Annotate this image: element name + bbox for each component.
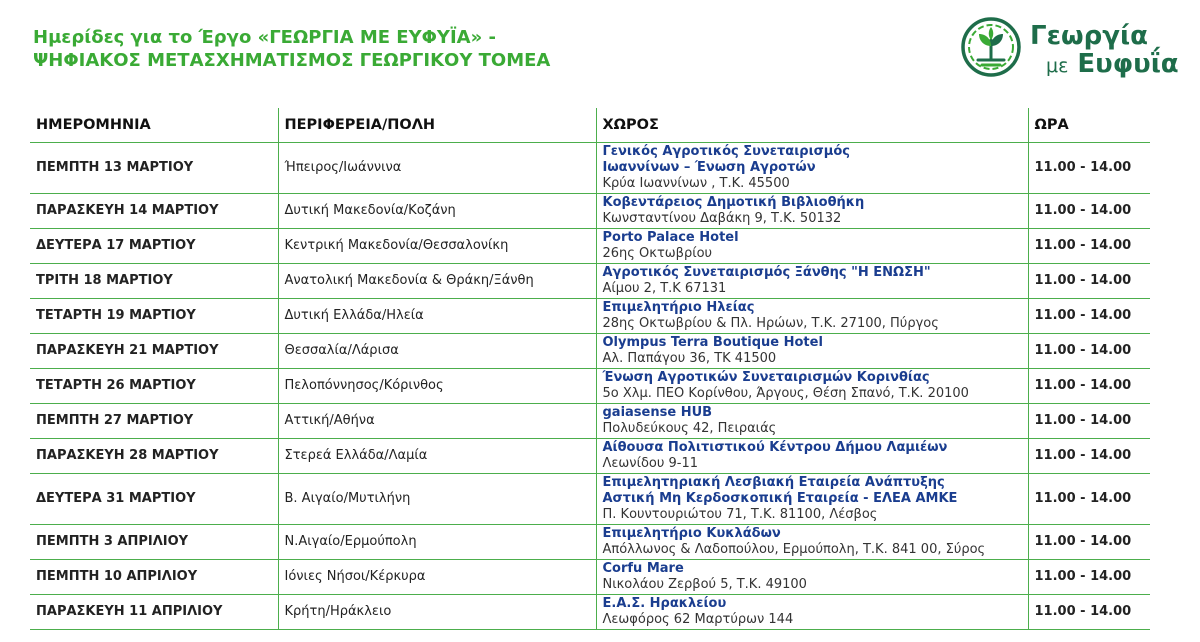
logo-wordmark <box>1030 22 1179 80</box>
cell-date: ΠΑΡΑΣΚΕΥΗ 11 ΑΠΡΙΛΙΟΥ <box>30 595 278 630</box>
cell-time: 11.00 - 14.00 <box>1028 525 1150 560</box>
table-row <box>30 299 1150 334</box>
table-row <box>30 525 1150 560</box>
cell-region: Ανατολική Μακεδονία & Θράκη/Ξάνθη <box>278 264 596 299</box>
cell-date: ΤΡΙΤΗ 18 ΜΑΡΤΙΟΥ <box>30 264 278 299</box>
cell-time: 11.00 - 14.00 <box>1028 334 1150 369</box>
venue-name: Κοβεντάρειος Δημοτική Βιβλιοθήκη <box>602 195 865 210</box>
cell-region: Πελοπόννησος/Κόρινθος <box>278 369 596 404</box>
venue-name: Ένωση Αγροτικών Συνεταιρισμών Κορινθίας <box>602 370 930 385</box>
cell-time: 11.00 - 14.00 <box>1028 299 1150 334</box>
venue-address: Λεωφόρος 62 Μαρτύρων 144 <box>602 612 794 627</box>
cell-date: ΠΕΜΠΤΗ 13 ΜΑΡΤΙΟΥ <box>30 143 278 194</box>
cell-region: Κεντρική Μακεδονία/Θεσσαλονίκη <box>278 229 596 264</box>
cell-time: 11.00 - 14.00 <box>1028 439 1150 474</box>
cell-region: Αττική/Αθήνα <box>278 404 596 439</box>
table-row <box>30 334 1150 369</box>
table-row <box>30 595 1150 630</box>
cell-time: 11.00 - 14.00 <box>1028 595 1150 630</box>
venue-name: Αγροτικός Συνεταιρισμός Ξάνθης "Η ΕΝΩΣΗ" <box>602 265 931 280</box>
cell-venue <box>596 299 1028 334</box>
table-row <box>30 143 1150 194</box>
venue-address: 28ης Οκτωβρίου & Πλ. Ηρώων, Τ.Κ. 27100, Πύργος <box>602 316 939 331</box>
cell-date: ΠΕΜΠΤΗ 10 ΑΠΡΙΛΙΟΥ <box>30 560 278 595</box>
cell-region: Δυτική Μακεδονία/Κοζάνη <box>278 194 596 229</box>
table-row <box>30 264 1150 299</box>
venue-name-2: Ιωαννίνων – Ένωση Αγροτών <box>602 160 816 175</box>
cell-venue <box>596 560 1028 595</box>
table-row <box>30 229 1150 264</box>
page-title <box>33 26 550 72</box>
venue-name: Επιμελητήριο Ηλείας <box>602 300 755 315</box>
cell-date: ΠΑΡΑΣΚΕΥΗ 14 ΜΑΡΤΙΟΥ <box>30 194 278 229</box>
venue-name: Αίθουσα Πολιτιστικού Κέντρου Δήμου Λαμιέων <box>602 440 948 455</box>
venue-address: Νικολάου Ζερβού 5, Τ.Κ. 49100 <box>602 577 807 592</box>
sprout-leaf-icon <box>960 16 1022 78</box>
schedule-table <box>30 108 1150 630</box>
cell-venue <box>596 474 1028 525</box>
venue-name: Γενικός Αγροτικός Συνεταιρισμός <box>602 144 850 159</box>
venue-address: 5ο Χλμ. ΠΕΟ Κορίνθου, Άργους, Θέση Σπανό, Τ.Κ. 20100 <box>602 386 969 401</box>
venue-name: Olympus Terra Boutique Hotel <box>602 335 823 350</box>
venue-name-2: Αστική Μη Κερδοσκοπική Εταιρεία - ΕΛΕΑ ΑΜΚΕ <box>602 491 958 506</box>
header-date: ΗΜΕΡΟΜΗΝΙΑ <box>30 108 278 143</box>
cell-date: ΤΕΤΑΡΤΗ 19 ΜΑΡΤΙΟΥ <box>30 299 278 334</box>
cell-date: ΠΑΡΑΣΚΕΥΗ 21 ΜΑΡΤΙΟΥ <box>30 334 278 369</box>
cell-time: 11.00 - 14.00 <box>1028 229 1150 264</box>
cell-region: Ήπειρος/Ιωάννινα <box>278 143 596 194</box>
cell-venue <box>596 525 1028 560</box>
cell-time: 11.00 - 14.00 <box>1028 560 1150 595</box>
cell-region: Β. Αιγαίο/Μυτιλήνη <box>278 474 596 525</box>
cell-date: ΔΕΥΤΕΡΑ 31 ΜΑΡΤΙΟΥ <box>30 474 278 525</box>
venue-address: Απόλλωνος & Λαδοπούλου, Ερμούπολη, Τ.Κ. 841 00, Σύρος <box>602 542 986 557</box>
cell-time: 11.00 - 14.00 <box>1028 194 1150 229</box>
logo-line-1: Γεωργία <box>1030 21 1148 51</box>
logo-line-2 <box>1030 50 1179 80</box>
table-body <box>30 143 1150 630</box>
table-row <box>30 474 1150 525</box>
cell-venue <box>596 334 1028 369</box>
cell-region: Κρήτη/Ηράκλειο <box>278 595 596 630</box>
logo-line-2-big: Ευφυΐα <box>1077 49 1179 79</box>
cell-venue <box>596 439 1028 474</box>
cell-time: 11.00 - 14.00 <box>1028 143 1150 194</box>
venue-name: Corfu Mare <box>602 561 684 576</box>
title-line-1: Ημερίδες για το Έργο «ΓΕΩΡΓΙΑ ΜΕ ΕΥΦΥΪΑ» - <box>33 27 496 48</box>
venue-address: Π. Κουντουριώτου 71, Τ.Κ. 81100, Λέσβος <box>602 507 878 522</box>
cell-venue <box>596 229 1028 264</box>
cell-region: Στερεά Ελλάδα/Λαμία <box>278 439 596 474</box>
cell-venue <box>596 143 1028 194</box>
cell-time: 11.00 - 14.00 <box>1028 369 1150 404</box>
cell-region: Δυτική Ελλάδα/Ηλεία <box>278 299 596 334</box>
venue-address: Πολυδεύκους 42, Πειραιάς <box>602 421 777 436</box>
header-region: ΠΕΡΙΦΕΡΕΙΑ/ΠΟΛΗ <box>278 108 596 143</box>
cell-date: ΠΑΡΑΣΚΕΥΗ 28 ΜΑΡΤΙΟΥ <box>30 439 278 474</box>
venue-address: Αίμου 2, Τ.Κ 67131 <box>602 281 727 296</box>
cell-venue <box>596 595 1028 630</box>
cell-time: 11.00 - 14.00 <box>1028 264 1150 299</box>
table-row <box>30 404 1150 439</box>
title-line-2: ΨΗΦΙΑΚΟΣ ΜΕΤΑΣΧΗΜΑΤΙΣΜΟΣ ΓΕΩΡΓΙΚΟΥ ΤΟΜΕΑ <box>33 50 551 71</box>
table-header-row <box>30 108 1150 143</box>
venue-address: Λεωνίδου 9-11 <box>602 456 699 471</box>
venue-address: 26ης Οκτωβρίου <box>602 246 713 261</box>
venue-name: gaiasense HUB <box>602 405 713 420</box>
cell-date: ΤΕΤΑΡΤΗ 26 ΜΑΡΤΙΟΥ <box>30 369 278 404</box>
venue-name: Επιμελητήριο Κυκλάδων <box>602 526 781 541</box>
cell-time: 11.00 - 14.00 <box>1028 474 1150 525</box>
logo-line-2-small: με <box>1046 55 1069 77</box>
venue-name: Ε.Α.Σ. Ηρακλείου <box>602 596 727 611</box>
venue-name: Επιμελητηριακή Λεσβιακή Εταιρεία Ανάπτυξης <box>602 475 945 490</box>
cell-date: ΔΕΥΤΕΡΑ 17 ΜΑΡΤΙΟΥ <box>30 229 278 264</box>
logo <box>960 16 1180 86</box>
cell-time: 11.00 - 14.00 <box>1028 404 1150 439</box>
cell-date: ΠΕΜΠΤΗ 3 ΑΠΡΙΛΙΟΥ <box>30 525 278 560</box>
header-time: ΩΡΑ <box>1028 108 1150 143</box>
cell-region: Θεσσαλία/Λάρισα <box>278 334 596 369</box>
cell-venue <box>596 369 1028 404</box>
cell-region: Ν.Αιγαίο/Ερμούπολη <box>278 525 596 560</box>
table-row <box>30 194 1150 229</box>
table-row <box>30 369 1150 404</box>
cell-venue <box>596 194 1028 229</box>
venue-address: Κρύα Ιωαννίνων , Τ.Κ. 45500 <box>602 176 790 191</box>
venue-name: Porto Palace Hotel <box>602 230 739 245</box>
cell-venue <box>596 404 1028 439</box>
cell-region: Ιόνιες Νήσοι/Κέρκυρα <box>278 560 596 595</box>
venue-address: Αλ. Παπάγου 36, ΤΚ 41500 <box>602 351 777 366</box>
cell-venue <box>596 264 1028 299</box>
table-row <box>30 560 1150 595</box>
header-venue: ΧΩΡΟΣ <box>596 108 1028 143</box>
table-row <box>30 439 1150 474</box>
venue-address: Κωνσταντίνου Δαβάκη 9, Τ.Κ. 50132 <box>602 211 842 226</box>
cell-date: ΠΕΜΠΤΗ 27 ΜΑΡΤΙΟΥ <box>30 404 278 439</box>
